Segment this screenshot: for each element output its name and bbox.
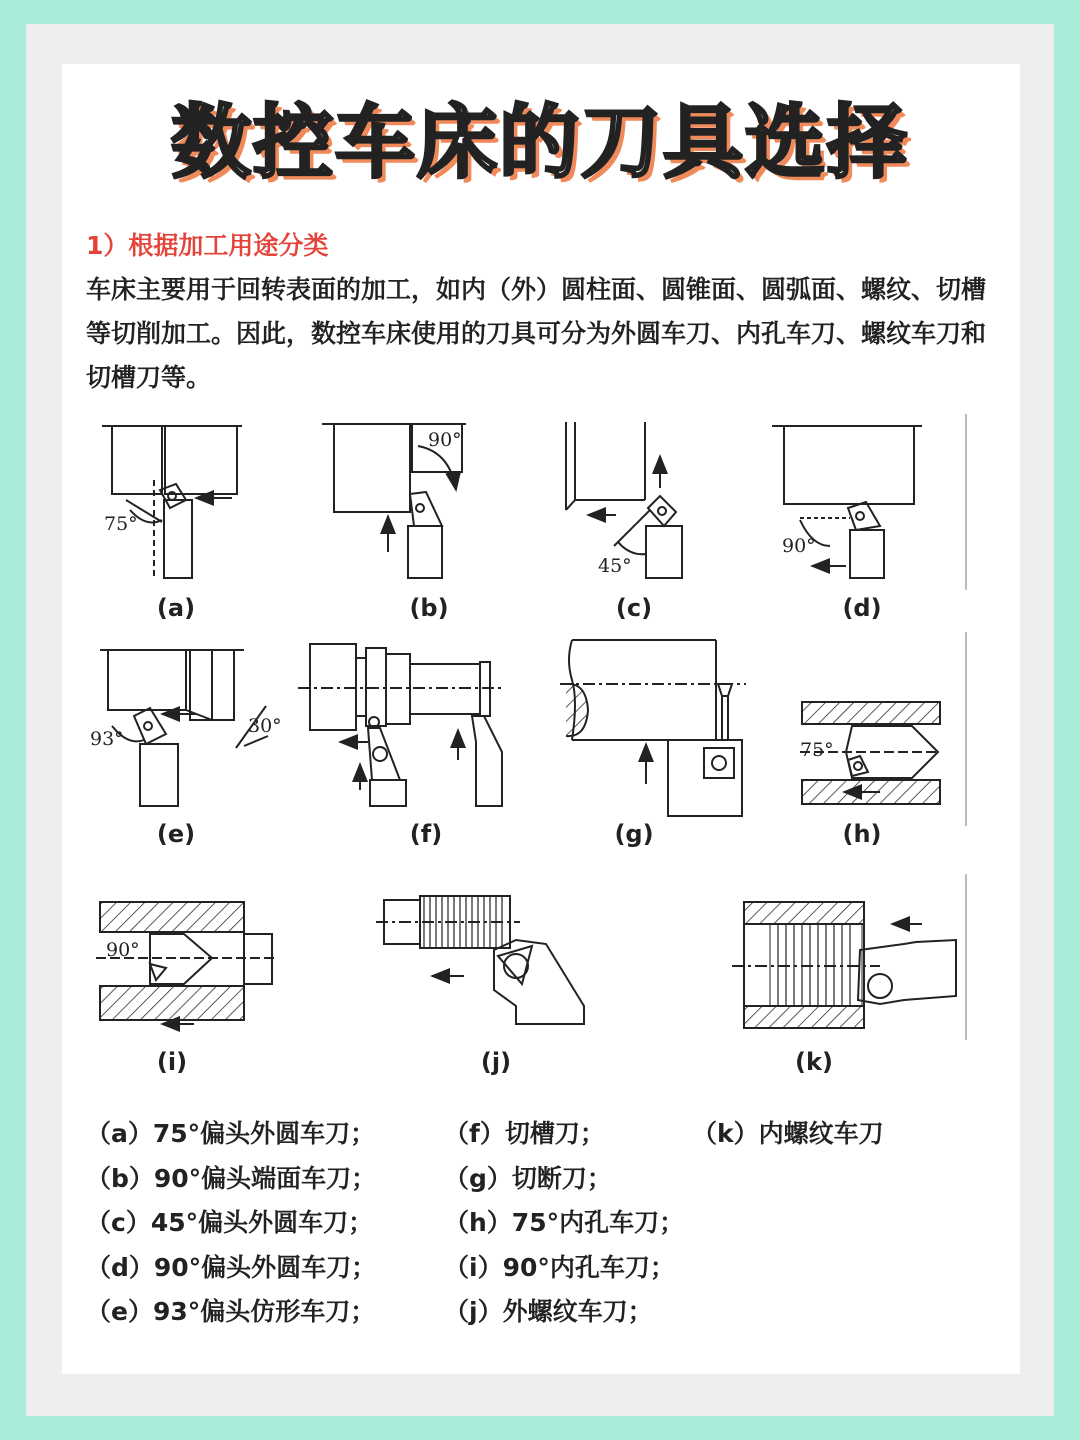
figure-label-e: (e) [156,820,196,848]
figure-label-f: (f) [409,820,443,848]
legend-item: （d）90°偏头外圆车刀； [86,1252,377,1282]
figure-label-c: (c) [615,594,653,622]
diagram-i [96,902,276,1024]
angle-e1-label: 93° [90,728,124,750]
legend-item: （f）切槽刀； [444,1119,605,1148]
diagram-f [298,644,504,806]
diagram-h [800,632,966,826]
figure-label-k: (k) [795,1048,833,1076]
angle-c-label: 45° [598,555,632,577]
figure-label-a: (a) [156,594,196,622]
legend-column-2 [444,1112,684,1335]
legend-item: （a）75°偏头外圆车刀； [86,1119,376,1148]
diagram-a [102,426,242,578]
legend-item: （c）45°偏头外圆车刀； [86,1208,374,1237]
figure-label-g: (g) [614,820,654,848]
angle-a-label: 75° [104,513,138,535]
angle-i-label: 90° [106,939,140,961]
legend-item: （g）切断刀； [444,1163,612,1193]
angle-h-label: 75° [800,739,834,761]
section-paragraph: 车床主要用于回转表面的加工，如内（外）圆柱面、圆锥面、圆弧面、螺纹、切槽等切削加工。因此，数控车床使用的刀具可分为外圆车刀、内孔车刀、螺纹车刀和切槽刀等。 [86,275,987,392]
legend-item: （h）75°内孔车刀； [444,1208,685,1237]
angle-e2-label: 30° [248,715,282,737]
figure-label-b: (b) [409,594,449,622]
legend-item: （b）90°偏头端面车刀； [86,1163,377,1193]
diagram-k [732,874,966,1040]
legend-item: （i）90°内孔车刀； [444,1252,675,1282]
legend-item: （e）93°偏头仿形车刀； [86,1297,376,1326]
page-title: 数控车床的刀具选择 [171,96,909,189]
legend-item: （k）内螺纹车刀 [692,1119,884,1148]
angle-b-label: 90° [428,429,462,451]
legend-item: （j）外螺纹车刀； [444,1297,653,1326]
legend-column-3 [692,1112,884,1157]
angle-d-label: 90° [782,535,816,557]
diagram-g [560,640,746,816]
diagram-e [100,650,268,806]
diagram-d [772,414,966,590]
figure-label-i: (i) [156,1048,188,1076]
figure-label-d: (d) [842,594,882,622]
legend-column-1 [86,1112,376,1335]
section-heading: 1）根据加工用途分类 [86,231,329,260]
figure-label-j: (j) [480,1048,512,1076]
diagram-j [376,896,584,1024]
figure-label-h: (h) [842,820,882,848]
